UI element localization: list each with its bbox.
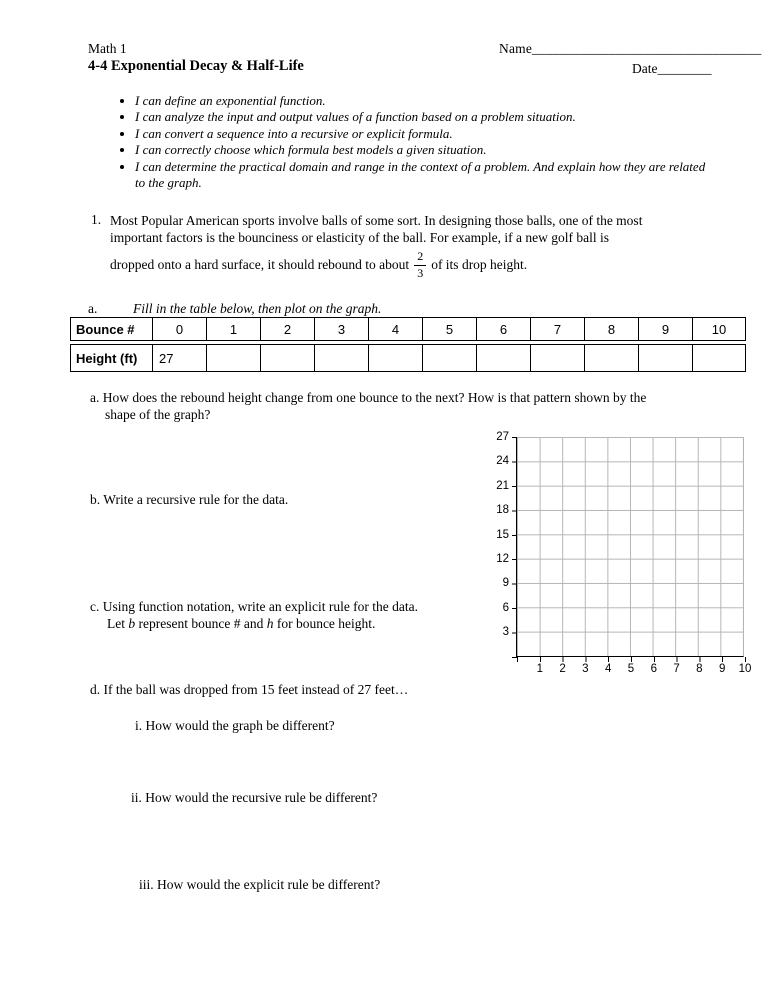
objective-item: • I can correctly choose which formula best models a given situation.: [135, 142, 709, 158]
question-d-i-text: i. How would the graph be different?: [135, 718, 335, 733]
bounce-value-cell: 3: [314, 317, 368, 341]
bounce-value-cell: 8: [584, 317, 638, 341]
text-segment: for bounce height.: [273, 616, 376, 631]
y-axis-tick-label: 6: [502, 601, 509, 614]
x-axis-tick-label: 4: [604, 663, 612, 675]
x-axis-tick-label: 9: [718, 663, 726, 675]
variable-b: b: [128, 616, 136, 631]
problem-1-text: [110, 212, 762, 246]
text-line: shape of the graph?: [105, 407, 211, 422]
x-axis-tick-label: 3: [582, 663, 589, 675]
x-axis-tick-label: 6: [650, 663, 657, 675]
y-axis-tick-label: 3: [502, 626, 509, 639]
bounce-value-cell: 4: [368, 317, 422, 341]
bounce-value-cell: 1: [206, 317, 260, 341]
y-axis-tick-label: 27: [496, 430, 509, 443]
text-segment: represent bounce # and: [135, 616, 267, 631]
worksheet-title: 4-4 Exponential Decay & Half-Life: [88, 58, 304, 74]
bounce-header-cell: Bounce #: [70, 317, 152, 341]
x-axis-tick-label: 10: [738, 663, 752, 675]
rebound-graph: [496, 430, 752, 675]
height-header-cell: Height (ft): [70, 344, 152, 372]
y-axis-labels: [475, 425, 509, 645]
height-value-cell: [476, 344, 530, 372]
course-label: Math 1: [88, 41, 127, 56]
question-d-ii-text: ii. How would the recursive rule be different?: [131, 790, 378, 805]
problem-1-fraction-line: [110, 247, 527, 283]
height-value-cell: [368, 344, 422, 372]
bounce-number-row: [70, 317, 746, 341]
fraction-denominator: 3: [417, 265, 424, 280]
text-line: a. How does the rebound height change from one bounce to the next? How is that pattern shown by the: [90, 390, 647, 405]
x-axis-tick-label: 7: [673, 663, 680, 675]
x-axis-labels: [528, 663, 756, 675]
question-d-text: d. If the ball was dropped from 15 feet instead of 27 feet…: [90, 682, 409, 697]
bounce-value-cell: 2: [260, 317, 314, 341]
part-a-label: a.: [88, 301, 98, 316]
name-blank-line: _________________________________: [532, 41, 762, 56]
bounce-value-cell: 9: [638, 317, 692, 341]
objective-item: • I can determine the practical domain and range in the context of a problem. And explain how they are related to the graph.: [135, 159, 709, 192]
y-axis-tick-label: 12: [496, 553, 509, 565]
name-field: [499, 41, 761, 57]
question-b-text: b. Write a recursive rule for the data.: [90, 492, 289, 507]
text-segment: Let: [107, 616, 129, 631]
part-a-instruction: Fill in the table below, then plot on the graph.: [133, 301, 382, 316]
x-axis-tick-label: 2: [559, 663, 566, 675]
bounce-value-cell: 5: [422, 317, 476, 341]
height-value-cell: 27: [152, 344, 206, 372]
objective-item: • I can analyze the input and output values of a function based on a problem situation.: [135, 109, 709, 125]
date-field: [632, 61, 711, 77]
bounce-value-cell: 10: [692, 317, 746, 341]
y-axis-tick-marks: [512, 437, 517, 658]
x-axis-tick-label: 8: [696, 663, 703, 675]
height-value-cell: [692, 344, 746, 372]
variable-h: h: [266, 616, 274, 631]
question-d-iii-text: iii. How would the explicit rule be different?: [139, 877, 381, 892]
bounce-value-cell: 0: [152, 317, 206, 341]
height-value-cell: [314, 344, 368, 372]
text-segment: of its drop height.: [431, 257, 528, 272]
question-a-text: [90, 389, 740, 423]
x-axis-tick-label: 5: [627, 663, 635, 675]
bounce-table: [70, 314, 746, 375]
y-axis-tick-label: 24: [496, 455, 509, 468]
text-line: important factors is the bounciness or elasticity of the ball. For example, if a new golf ball is: [110, 230, 609, 246]
height-value-cell: [530, 344, 584, 372]
x-axis-tick-marks: [517, 657, 746, 662]
x-axis-tick-label: 1: [536, 663, 543, 675]
bounce-value-cell: 7: [530, 317, 584, 341]
objectives-list: [103, 93, 709, 191]
fraction-two-thirds: [414, 250, 426, 281]
question-c-line2: [107, 615, 375, 632]
height-value-cell: [260, 344, 314, 372]
objective-item: • I can define an exponential function.: [135, 93, 709, 109]
date-label: Date: [632, 61, 658, 76]
date-blank-line: ________: [657, 61, 712, 76]
y-axis-tick-label: 9: [502, 577, 509, 590]
text-segment: dropped onto a hard surface, it should rebound to about: [110, 257, 410, 272]
fraction-numerator: 2: [414, 250, 426, 266]
y-axis-tick-label: 15: [496, 528, 509, 541]
bounce-value-cell: 6: [476, 317, 530, 341]
name-label: Name: [499, 41, 533, 56]
y-axis-tick-label: 18: [496, 504, 509, 517]
question-c-text: c. Using function notation, write an explicit rule for the data.: [90, 599, 419, 614]
height-value-cell: [206, 344, 260, 372]
y-axis-tick-label: 21: [496, 479, 509, 492]
objective-item: • I can convert a sequence into a recursive or explicit formula.: [135, 126, 709, 142]
text-line: Most Popular American sports involve balls of some sort. In designing those balls, one of the most: [110, 213, 643, 228]
height-value-cell: [638, 344, 692, 372]
height-value-cell: [422, 344, 476, 372]
height-value-cell: [584, 344, 638, 372]
height-row: [70, 344, 746, 372]
problem-1-number: 1.: [91, 212, 102, 227]
